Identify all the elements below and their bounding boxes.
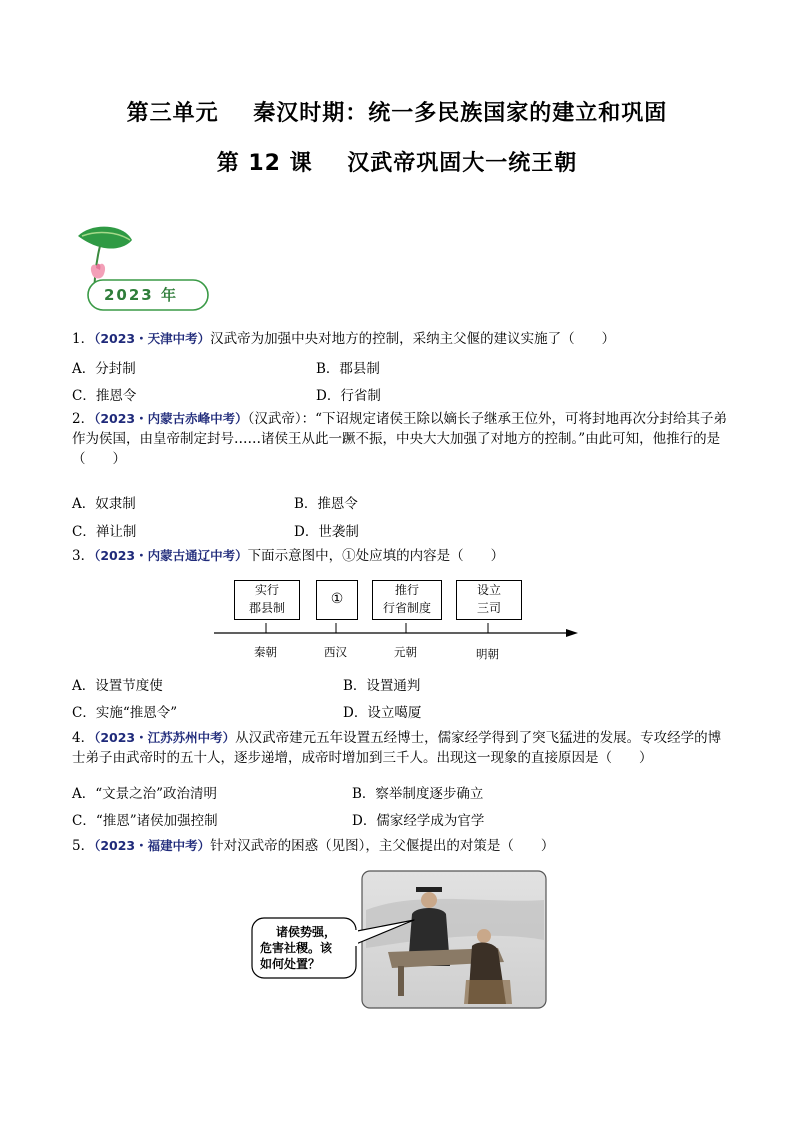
question-4 bbox=[72, 728, 732, 768]
question-5 bbox=[72, 836, 732, 856]
option-b[interactable]: B．郡县制 bbox=[316, 361, 380, 377]
timeline-diagram bbox=[210, 576, 580, 666]
blank-marker: ① bbox=[330, 591, 344, 607]
era-label: 秦朝 bbox=[254, 645, 277, 659]
box-line: 推行 bbox=[394, 583, 419, 597]
speech-line: 如何处置？ bbox=[260, 957, 321, 971]
question-number: 5． bbox=[72, 838, 95, 854]
box-line: 郡县制 bbox=[248, 601, 285, 615]
option-c[interactable]: C．禅让制 bbox=[72, 524, 137, 540]
lesson-title: 第 12 课 汉武帝巩固大一统王朝 bbox=[216, 151, 578, 176]
option-c[interactable]: C．“推恩”诸侯加强控制 bbox=[72, 813, 218, 829]
speech-bubble bbox=[260, 924, 336, 972]
option-a[interactable]: A．分封制 bbox=[72, 361, 136, 377]
speech-line: 危害社稷。该 bbox=[260, 941, 333, 955]
question-number: 3． bbox=[72, 548, 95, 564]
question-1 bbox=[72, 329, 732, 349]
question-source: （2023・天津中考） bbox=[94, 331, 211, 346]
question-number: 1． bbox=[72, 331, 95, 347]
option-b[interactable]: B．察举制度逐步确立 bbox=[352, 786, 484, 802]
question-stem: 下面示意图中，①处应填的内容是（ ） bbox=[247, 548, 505, 564]
era-label: 元朝 bbox=[394, 645, 417, 659]
question-source: （2023・内蒙古通辽中考） bbox=[94, 548, 248, 563]
option-b[interactable]: B．设置通判 bbox=[343, 678, 421, 694]
year-badge bbox=[72, 222, 212, 312]
question-number: 4． bbox=[72, 730, 95, 746]
question-source: （2023・江苏苏州中考） bbox=[94, 730, 236, 745]
option-a[interactable]: A．“文景之治”政治清明 bbox=[72, 786, 218, 802]
timeline-box-qin bbox=[234, 580, 300, 620]
question-source: （2023・内蒙古赤峰中考） bbox=[94, 411, 248, 426]
box-line: 实行 bbox=[254, 583, 279, 597]
era-label: 西汉 bbox=[324, 645, 347, 659]
question-stem: 针对汉武帝的困惑（见图），主父偃提出的对策是（ ） bbox=[210, 838, 555, 854]
option-a[interactable]: A．设置节度使 bbox=[72, 678, 163, 694]
option-c[interactable]: C．实施“推恩令” bbox=[72, 705, 178, 721]
option-b[interactable]: B．推恩令 bbox=[294, 496, 358, 512]
timeline-box-ming bbox=[456, 580, 522, 620]
timeline-box-yuan bbox=[372, 580, 442, 620]
year-label: 2023 年 bbox=[104, 286, 178, 304]
emperor-cartoon bbox=[248, 870, 548, 1010]
question-number: 2． bbox=[72, 411, 95, 427]
question-stem: 汉武帝为加强中央对地方的控制，采纳主父偃的建议实施了（ ） bbox=[210, 331, 616, 347]
box-line: 三司 bbox=[476, 601, 501, 615]
era-label: 明朝 bbox=[476, 647, 499, 661]
option-d[interactable]: D．行省制 bbox=[316, 388, 381, 404]
question-2 bbox=[72, 409, 732, 469]
unit-title: 第三单元 秦汉时期：统一多民族国家的建立和巩固 bbox=[126, 101, 668, 126]
speech-line: 诸侯势强， bbox=[276, 925, 337, 939]
question-3 bbox=[72, 546, 732, 566]
question-stem: （汉武帝）：“下诏规定诸侯王除以嫡长子继承王位外，可将封地再次分封给其子弟作为侯国，由皇帝制定封号……诸侯王从此一蹶不振，中央大大加强了对地方的控制。”由此可知，他推行的是（ ） bbox=[72, 411, 728, 467]
question-stem: 从汉武帝建元五年设置五经博士，儒家经学得到了突飞猛进的发展。专攻经学的博士弟子由武帝时的五十人，逐步递增，成帝时增加到三千人。出现这一现象的直接原因是（ ） bbox=[72, 730, 722, 766]
option-d[interactable]: D．世袭制 bbox=[294, 524, 359, 540]
timeline-box-blank bbox=[316, 580, 358, 620]
option-a[interactable]: A．奴隶制 bbox=[72, 496, 136, 512]
box-line: 行省制度 bbox=[382, 601, 431, 615]
option-c[interactable]: C．推恩令 bbox=[72, 388, 137, 404]
question-source: （2023・福建中考） bbox=[94, 838, 211, 853]
box-line: 设立 bbox=[476, 583, 501, 597]
option-d[interactable]: D．设立噶厦 bbox=[343, 705, 422, 721]
option-d[interactable]: D．儒家经学成为官学 bbox=[352, 813, 485, 829]
